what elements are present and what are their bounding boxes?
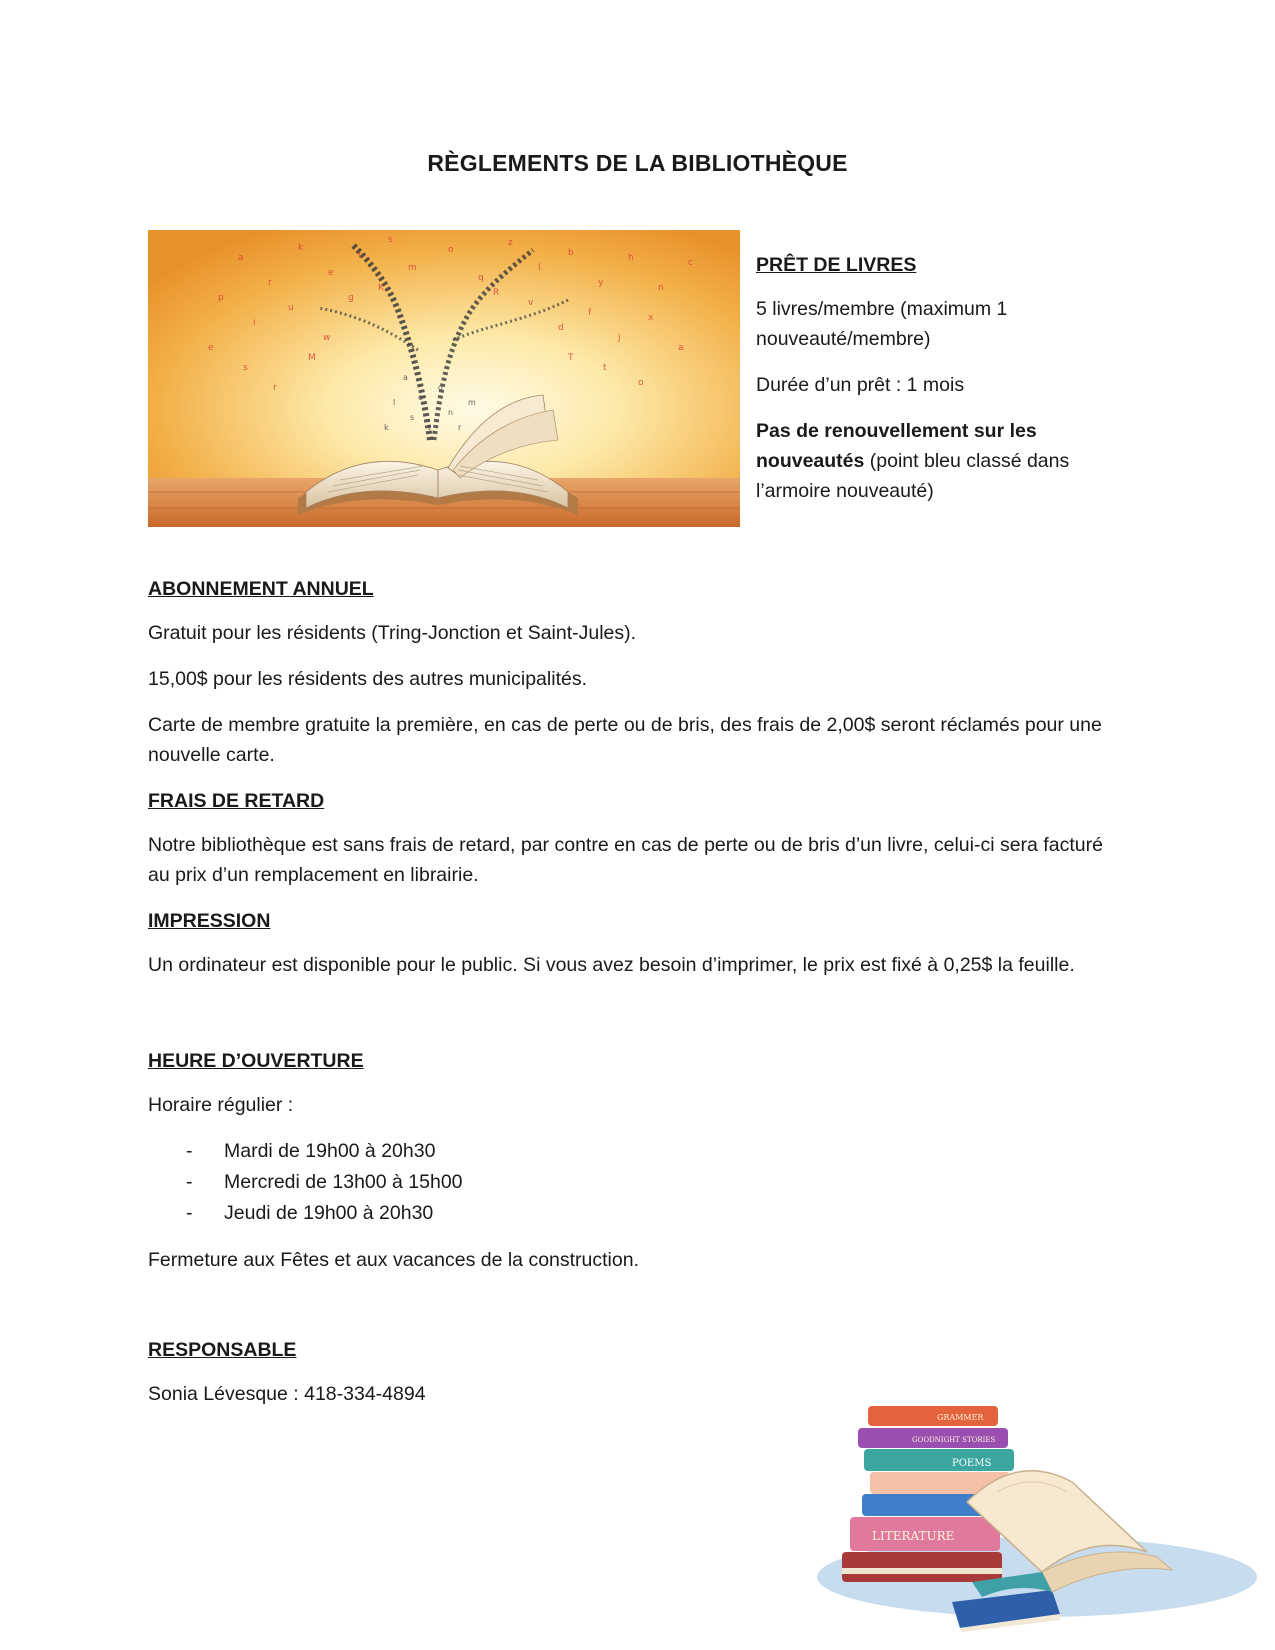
schedule-intro: Horaire régulier :: [148, 1094, 294, 1116]
closure-note: Fermeture aux Fêtes et aux vacances de la construction.: [148, 1249, 639, 1271]
member-card-text: Carte de membre gratuite la première, en cas de perte ou de bris, des frais de 2,00$ seront réclamés pour une nouvelle carte.: [148, 714, 1102, 766]
svg-text:d: d: [558, 323, 564, 333]
svg-text:p: p: [218, 293, 224, 303]
book-stack-illustration: [802, 1392, 1262, 1632]
svg-text:n: n: [448, 408, 454, 417]
svg-text:w: w: [323, 333, 331, 343]
loan-heading: PRÊT DE LIVRES: [756, 254, 917, 276]
late-fees-text: Notre bibliothèque est sans frais de retard, par contre en cas de perte ou de bris d’un livre, celui-ci sera facturé au prix d’un remplacement en librairie.: [148, 834, 1103, 886]
subscription-heading: ABONNEMENT ANNUEL: [148, 578, 374, 600]
svg-text:a: a: [678, 343, 684, 353]
opening-hours-heading: HEURE D’OUVERTURE: [148, 1050, 364, 1072]
svg-text:e: e: [328, 268, 334, 278]
svg-text:m: m: [468, 398, 476, 407]
svg-text:o: o: [448, 245, 454, 255]
loan-duration-text: Durée d’un prêt : 1 mois: [756, 374, 965, 396]
late-fees-heading: FRAIS DE RETARD: [148, 790, 325, 812]
svg-text:r: r: [458, 423, 462, 432]
svg-text:r: r: [268, 278, 272, 288]
svg-text:s: s: [388, 235, 393, 245]
loan-section: [756, 250, 1126, 522]
renewal-rule-bold: Pas de renouvellement sur les nouveautés: [756, 420, 1037, 472]
svg-text:a: a: [238, 253, 244, 263]
svg-text:s: s: [243, 363, 248, 373]
books-spine-literature: LITERATURE: [872, 1529, 955, 1543]
books-spine-poems: POEMS: [952, 1458, 992, 1469]
svg-text:T: T: [568, 353, 574, 363]
svg-text:t: t: [603, 363, 607, 373]
open-book-tree-image: [148, 230, 740, 527]
svg-text:o: o: [638, 378, 644, 388]
schedule-item: - Mercredi de 13h00 à 15h00: [186, 1167, 1128, 1198]
svg-text:j: j: [618, 333, 621, 343]
subscription-residents-text: Gratuit pour les résidents (Tring-Jonction et Saint-Jules).: [148, 622, 637, 644]
svg-text:s: s: [410, 413, 415, 422]
schedule-list: [148, 1136, 1128, 1229]
printing-heading: IMPRESSION: [148, 910, 271, 932]
svg-text:l: l: [393, 398, 396, 407]
svg-text:x: x: [648, 313, 654, 323]
svg-text:k: k: [384, 423, 389, 432]
svg-text:b: b: [568, 248, 574, 258]
svg-text:f: f: [588, 308, 592, 318]
svg-text:t: t: [428, 423, 432, 432]
schedule-item: - Jeudi de 19h00 à 20h30: [186, 1198, 1128, 1229]
svg-text:q: q: [478, 273, 484, 283]
svg-text:z: z: [508, 238, 513, 248]
svg-text:R: R: [493, 288, 500, 298]
svg-text:i: i: [253, 318, 256, 328]
manager-heading: RESPONSABLE: [148, 1339, 297, 1361]
svg-text:e: e: [418, 393, 423, 402]
books-spine-grammer: GRAMMER: [937, 1413, 984, 1422]
svg-text:k: k: [298, 243, 304, 253]
renewal-rule-text: [756, 416, 1126, 506]
svg-text:l: l: [538, 263, 541, 273]
svg-text:h: h: [628, 253, 634, 263]
svg-text:e: e: [208, 343, 214, 353]
svg-text:K: K: [378, 283, 384, 293]
svg-text:u: u: [288, 303, 294, 313]
page-title: RÈGLEMENTS DE LA BIBLIOTHÈQUE: [427, 150, 848, 176]
svg-text:g: g: [348, 293, 354, 303]
svg-text:n: n: [658, 283, 664, 293]
printing-text: Un ordinateur est disponible pour le public. Si vous avez besoin d’imprimer, le prix est fixé à 0,25$ la feuille.: [148, 954, 1075, 976]
loan-limit-text: 5 livres/membre (maximum 1 nouveauté/membre): [756, 298, 1008, 350]
schedule-item: - Mardi de 19h00 à 20h30: [186, 1136, 1128, 1167]
renewal-rule-rest: (point bleu classé dans l’armoire nouveauté): [756, 450, 1070, 502]
svg-text:c: c: [688, 258, 693, 268]
svg-text:o: o: [438, 383, 443, 392]
subscription-nonresidents-text: 15,00$ pour les résidents des autres municipalités.: [148, 668, 587, 690]
svg-text:t: t: [358, 251, 362, 261]
svg-text:r: r: [273, 383, 277, 393]
svg-text:y: y: [598, 278, 604, 288]
svg-text:a: a: [403, 373, 408, 382]
manager-contact: Sonia Lévesque : 418-334-4894: [148, 1383, 426, 1405]
rules-body: [148, 574, 1128, 1425]
svg-text:v: v: [528, 298, 534, 308]
svg-text:M: M: [308, 353, 316, 363]
books-spine-goodnight: GOODNIGHT STORIES: [912, 1436, 996, 1444]
svg-text:m: m: [408, 263, 417, 273]
